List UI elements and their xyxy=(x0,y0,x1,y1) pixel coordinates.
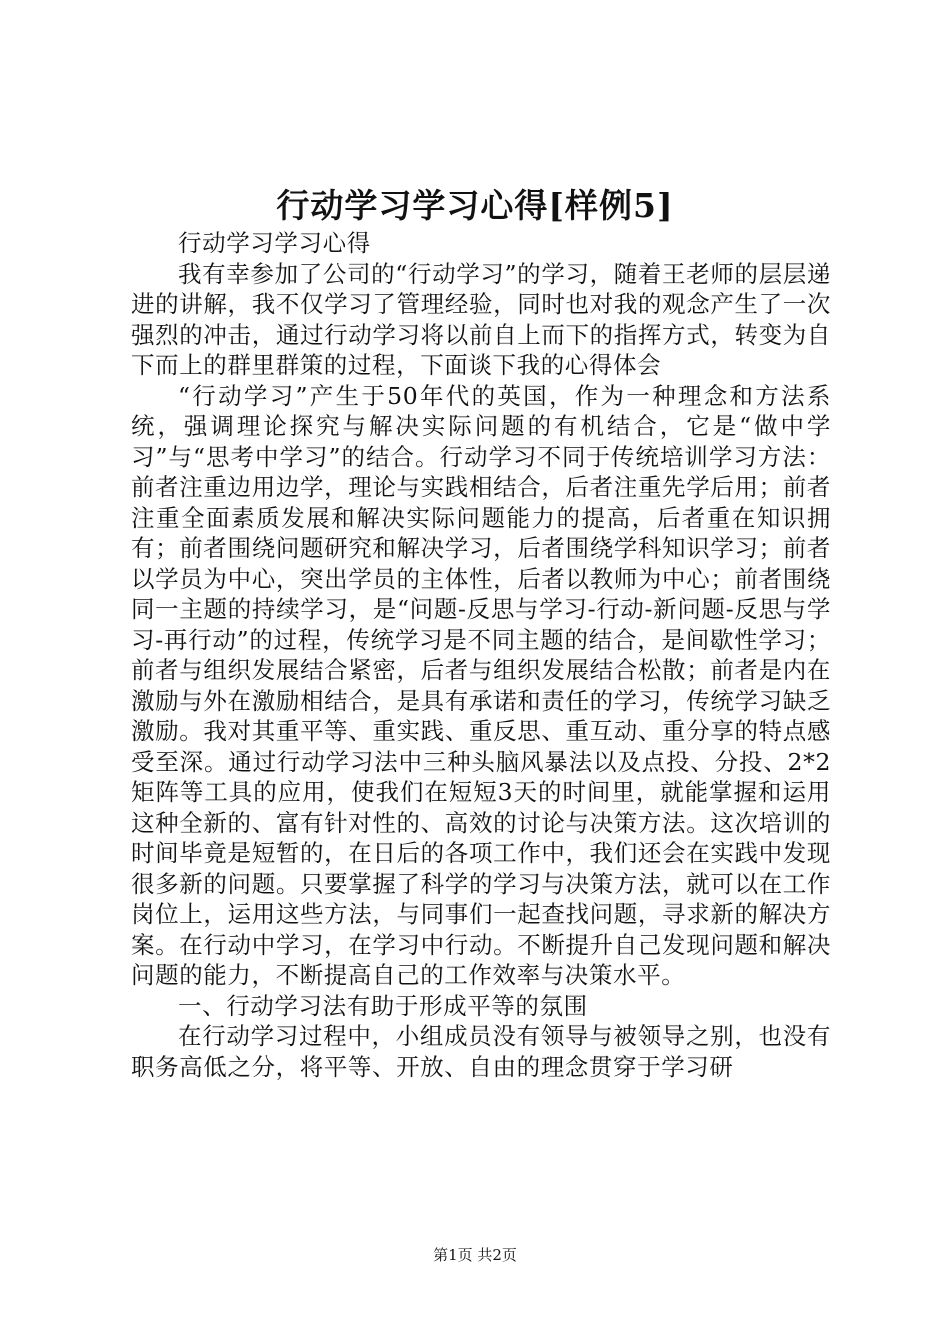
document-title: 行动学习学习心得[样例5] xyxy=(276,186,674,225)
intro-paragraph: 我有幸参加了公司的“行动学习”的学习，随着王老师的层层递进的讲解，我不仅学习了管理经验，同时也对我的观念产生了一次强烈的冲击，通过行动学习将以前自上而下的指挥方式，转变为自下而上的群里群策的过程，下面谈下我的心得体会 xyxy=(131,259,831,379)
subtitle-paragraph: 行动学习学习心得 xyxy=(178,229,371,257)
body-paragraph: “行动学习”产生于50年代的英国，作为一种理念和方法系统，强调理论探究与解决实际问题的有机结合，它是“做中学习”与“思考中学习”的结合。行动学习不同于传统培训学习方法：前者注重边用边学，理论与实践相结合，后者注重先学后用；前者注重全面素质发展和解决实际问题能力的提高，后者重在知识拥有；前者围绕问题研究和解决学习，后者围绕学科知识学习；前者以学员为中心，突出学员的主体性，后者以教师为中心；前者围绕同一主题的持续学习，是“问题-反思与学习-行动-新问题-反思与学习-再行动”的过程，传统学习是不同主题的结合，是间歇性学习；前者与组织发展结合紧密，后者与组织发展结合松散；前者是内在激励与外在激励相结合，是具有承诺和责任的学习，传统学习缺乏激励。我对其重平等、重实践、重反思、重互动、重分享的特点感受至深。通过行动学习法中三种头脑风暴法以及点投、分投、2*2矩阵等工具的应用，使我们在短短3天的时间里，就能掌握和运用这种全新的、富有针对性的、高效的讨论与决策方法。这次培训的时间毕竟是短暂的，在日后的各项工作中，我们还会在实践中发现很多新的问题。只要掌握了科学的学习与决策方法，就可以在工作岗位上，运用这些方法，与同事们一起查找问题，寻求新的解决方案。在行动中学习，在学习中行动。不断提升自己发现问题和解决问题的能力，不断提高自己的工作效率与决策水平。 xyxy=(131,381,831,989)
section-paragraph: 在行动学习过程中，小组成员没有领导与被领导之别，也没有职务高低之分，将平等、开放、自由的理念贯穿于学习研 xyxy=(131,1022,831,1081)
document-body xyxy=(131,228,831,1082)
section-heading: 一、行动学习法有助于形成平等的氛围 xyxy=(178,991,588,1020)
page-footer: 第1页 共2页 xyxy=(433,1246,517,1264)
